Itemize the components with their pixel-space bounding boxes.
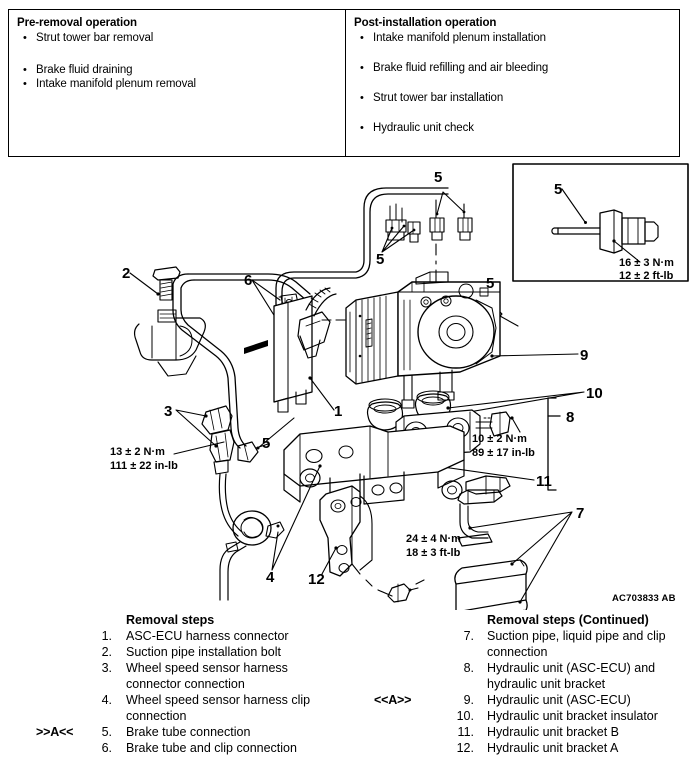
callout-12: 12 <box>308 571 325 588</box>
torque-24nm-metric: 24 ± 4 N·m <box>406 533 461 545</box>
part-7-suction-liquid-pipe-clip <box>455 476 572 610</box>
list-item <box>346 724 696 740</box>
removal-steps-continued-heading: Removal steps (Continued) <box>487 613 649 627</box>
pre-removal-item-2 <box>17 63 337 77</box>
removal-steps-left-list <box>0 628 350 756</box>
post-installation-item-2-label: Brake fluid refilling and air bleeding <box>373 62 549 74</box>
step-label: Brake tube and clip connection <box>126 741 297 755</box>
callout-3: 3 <box>164 403 173 420</box>
list-item <box>346 692 696 708</box>
callout-5-lower: 5 <box>262 435 271 452</box>
step-label: Hydraulic unit bracket A <box>487 741 619 755</box>
post-installation-item-3 <box>354 91 671 105</box>
post-installation-item-1 <box>354 31 671 45</box>
callout-6: 6 <box>244 272 253 289</box>
pre-removal-item-3 <box>17 77 337 91</box>
step-label: Hydraulic unit bracket insulator <box>487 709 658 723</box>
pre-removal-item-1-label: Strut tower bar removal <box>36 32 154 44</box>
bullet-icon: • <box>360 32 364 44</box>
post-installation-operation-cell <box>346 10 679 156</box>
callout-5-inset: 5 <box>554 181 563 198</box>
callout-7: 7 <box>576 505 585 522</box>
step-label: Suction pipe installation bolt <box>126 645 281 659</box>
list-item <box>346 708 696 724</box>
bullet-icon: • <box>23 78 27 90</box>
list-item <box>0 692 350 708</box>
post-installation-list <box>354 31 671 135</box>
post-installation-item-4-label: Hydraulic unit check <box>373 122 474 134</box>
step-label: Hydraulic unit (ASC-ECU) and <box>487 661 656 675</box>
list-item <box>0 644 350 660</box>
step-number: 6. <box>101 741 112 755</box>
pre-removal-title: Pre-removal operation <box>17 17 137 29</box>
post-installation-item-2 <box>354 61 671 75</box>
callout-2: 2 <box>122 265 131 282</box>
list-item <box>346 676 696 692</box>
pre-removal-operation-cell <box>9 10 346 156</box>
removal-steps-legend <box>0 612 696 774</box>
list-item <box>346 644 696 660</box>
torque-13nm-imperial: 111 ± 22 in-lb <box>110 460 178 472</box>
post-installation-title: Post-installation operation <box>354 17 497 29</box>
part-9-hydraulic-unit <box>346 272 578 408</box>
step-mark-a-reverse: >>A<< <box>36 725 74 739</box>
list-item <box>346 660 696 676</box>
torque-16nm-imperial: 12 ± 2 ft-lb <box>619 270 674 282</box>
pre-removal-item-1 <box>17 31 337 45</box>
callout-8: 8 <box>566 409 575 426</box>
pre-removal-item-2-label: Brake fluid draining <box>36 64 133 76</box>
removal-steps-right-list <box>346 628 696 756</box>
callout-10: 10 <box>586 385 603 402</box>
callout-4: 4 <box>266 569 275 586</box>
step-label: hydraulic unit bracket <box>487 677 606 691</box>
list-item <box>0 676 350 692</box>
step-number: 7. <box>463 629 474 643</box>
step-number: 2. <box>101 645 112 659</box>
step-label: Wheel speed sensor harness clip <box>126 693 311 707</box>
bullet-icon: • <box>360 92 364 104</box>
post-installation-item-3-label: Strut tower bar installation <box>373 92 504 104</box>
bullet-icon: • <box>23 64 27 76</box>
step-label: connection <box>126 709 187 723</box>
step-mark-a-forward: <<A>> <box>374 693 412 707</box>
pre-removal-item-3-label: Intake manifold plenum removal <box>36 78 196 90</box>
step-label: connector connection <box>126 677 245 691</box>
step-number: 10. <box>456 709 474 723</box>
part-5-brake-tube-nuts-left <box>382 204 420 252</box>
exploded-parts-figure <box>0 160 696 610</box>
list-item <box>0 628 350 644</box>
post-installation-item-4 <box>354 121 671 135</box>
operation-notes-table <box>8 9 680 157</box>
figure-reference-id: AC703833 AB <box>612 593 676 604</box>
step-label: Hydraulic unit bracket B <box>487 725 620 739</box>
torque-13nm-metric: 13 ± 2 N·m <box>110 446 165 458</box>
callout-11: 11 <box>536 473 552 490</box>
torque-24nm-imperial: 18 ± 3 ft-lb <box>406 547 461 559</box>
bullet-icon: • <box>360 122 364 134</box>
part-2-suction-pipe-bolt <box>130 267 205 376</box>
list-item <box>346 740 696 756</box>
step-label: ASC-ECU harness connector <box>126 629 289 643</box>
step-label: connection <box>487 645 548 659</box>
bullet-icon: • <box>23 32 27 44</box>
list-item <box>0 660 350 676</box>
step-label: Wheel speed sensor harness <box>126 661 288 675</box>
figure-svg <box>0 160 696 610</box>
step-label: Brake tube connection <box>126 725 251 739</box>
torque-10nm-metric: 10 ± 2 N·m <box>472 433 527 445</box>
torque-16nm-metric: 16 ± 3 N·m <box>619 257 674 269</box>
list-item <box>0 724 350 740</box>
bullet-icon: • <box>360 62 364 74</box>
torque-10nm-imperial: 89 ± 17 in-lb <box>472 447 535 459</box>
callout-5-left: 5 <box>376 251 385 268</box>
callout-9: 9 <box>580 347 589 364</box>
callout-1: 1 <box>334 403 343 420</box>
step-number: 12. <box>456 741 474 755</box>
removal-steps-heading: Removal steps <box>126 613 215 627</box>
step-number: 8. <box>463 661 474 675</box>
step-number: 3. <box>101 661 112 675</box>
step-number: 11. <box>457 725 474 739</box>
pre-removal-list <box>17 31 337 91</box>
list-item <box>0 708 350 724</box>
list-item <box>346 628 696 644</box>
post-installation-item-1-label: Intake manifold plenum installation <box>373 32 546 44</box>
step-number: 9. <box>463 693 474 707</box>
step-number: 1. <box>101 629 112 643</box>
step-number: 5. <box>101 725 112 739</box>
step-label: Suction pipe, liquid pipe and clip <box>487 629 666 643</box>
step-number: 4. <box>101 693 112 707</box>
callout-5-top: 5 <box>434 169 443 186</box>
list-item <box>0 740 350 756</box>
step-label: Hydraulic unit (ASC-ECU) <box>487 693 631 707</box>
callout-5-right: 5 <box>486 275 495 292</box>
